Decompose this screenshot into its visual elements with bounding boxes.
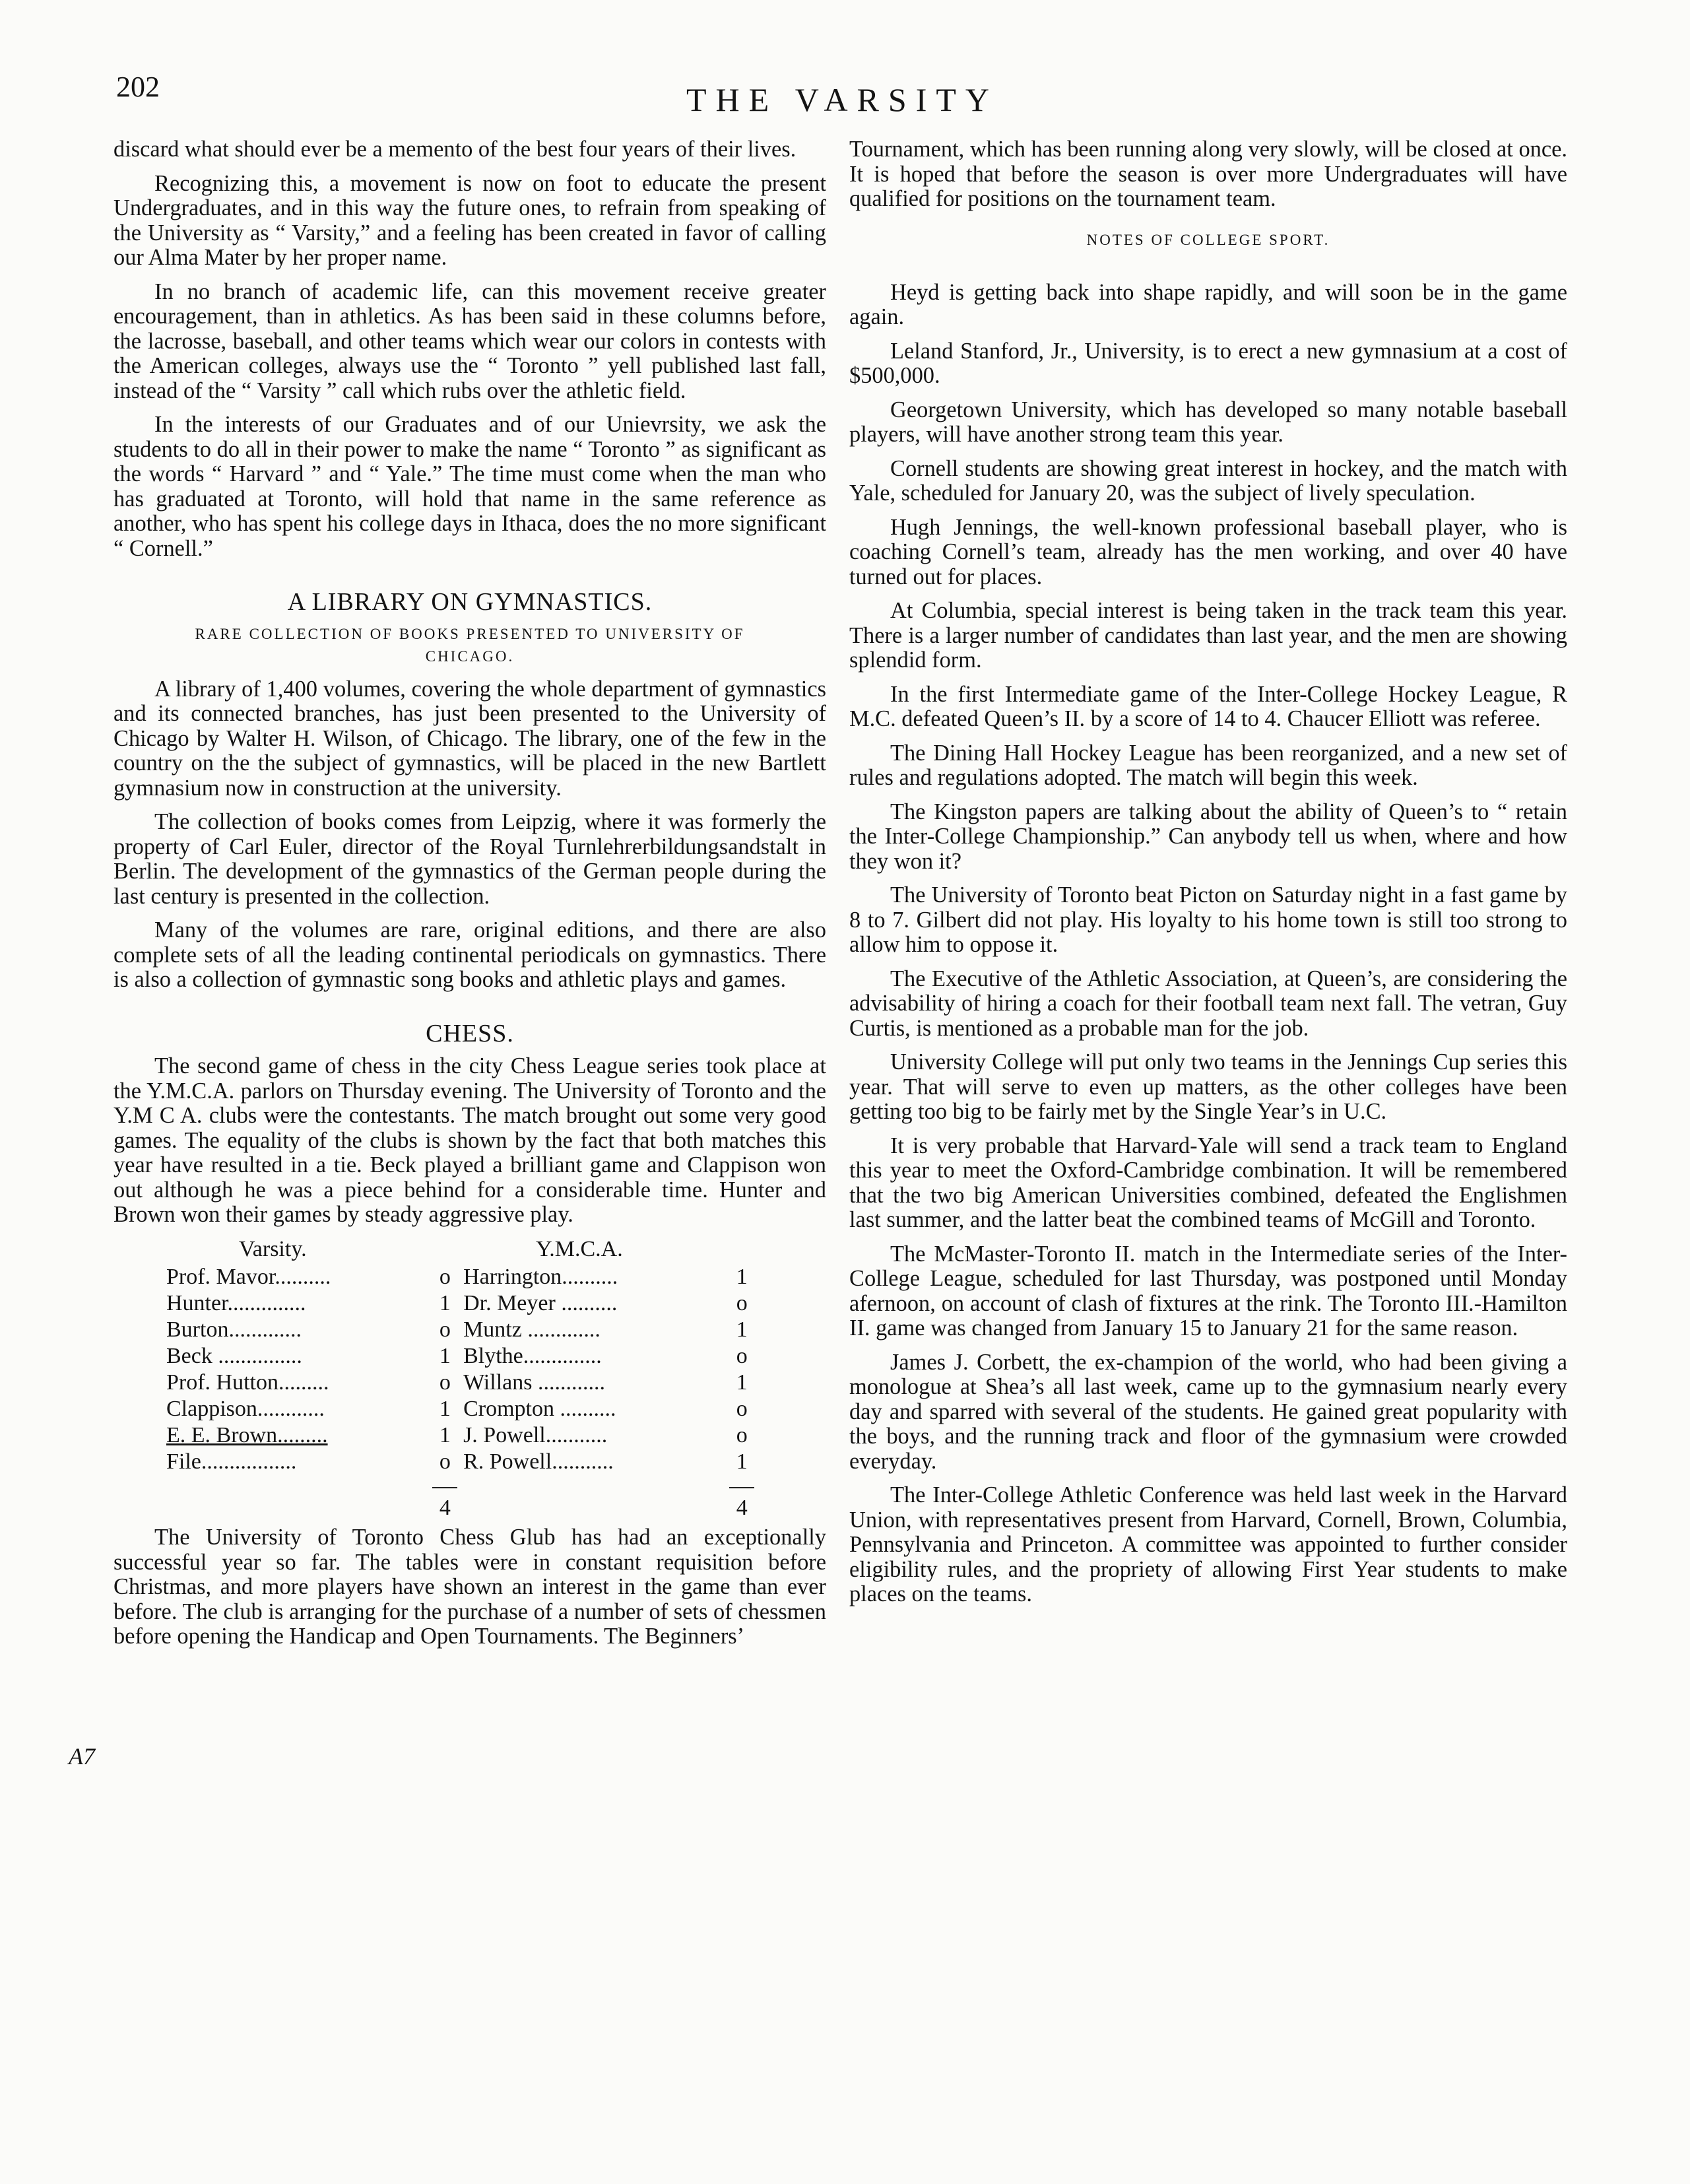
handwritten-margin-note: A7 bbox=[69, 1743, 95, 1770]
running-head: THE VARSITY bbox=[686, 81, 999, 118]
paragraph: University College will put only two teams in the Jennings Cup series this year. That will serve to even up matters, as the other colleges have been getting too big to be fairly met by the Single Year’s in U.C. bbox=[849, 1049, 1567, 1124]
paragraph: The University of Toronto Chess Glub has had an exceptionally successful year so far. The tables were in constant requisition before Christmas, and more players have shown an interest in the game than ever before. The club is arranging for the purchase of a number of sets of chessmen before opening the Handicap and Open Tournaments. The Beginners’ bbox=[114, 1525, 826, 1649]
varsity-points: o bbox=[439, 1449, 451, 1474]
paragraph: In the first Intermediate game of the Inter-College Hockey League, R M.C. defeated Queen’s II. by a score of 14 to 4. Chaucer Elliott was referee. bbox=[849, 681, 1567, 731]
paragraph: The Kingston papers are talking about the ability of Queen’s to “ retain the Inter-College Championship.” Can anybody tell us when, where and how they won it? bbox=[849, 799, 1567, 874]
ymca-player: Crompton .......... bbox=[463, 1397, 616, 1421]
paragraph: The Dining Hall Hockey League has been reorganized, and a new set of rules and regulations adopted. The match will begin this week. bbox=[849, 740, 1567, 790]
paragraph: The collection of books comes from Leipzig, where it was formerly the property of Carl Euler, director of the Royal Turnlehrerbildungsandstalt in Berlin. The development of the gymnastics of the German people during the last century is presented in the collection. bbox=[114, 809, 826, 909]
varsity-player: Prof. Mavor.......... bbox=[166, 1265, 331, 1289]
varsity-points: o bbox=[439, 1317, 451, 1342]
ymca-player: Muntz ............. bbox=[463, 1317, 601, 1342]
ymca-player: Dr. Meyer .......... bbox=[463, 1291, 618, 1315]
table-row bbox=[166, 1396, 760, 1422]
ymca-player: R. Powell........... bbox=[463, 1449, 614, 1474]
page-number: 202 bbox=[116, 71, 160, 103]
paragraph: James J. Corbett, the ex-champion of the world, who had been giving a monologue at Shea’s all last week, came up to the gymnasium nearly every day and sparred with several of the students. He gained great popularity with the boys, and the running track and floor of the gymnasium were crowded everyday. bbox=[849, 1349, 1567, 1474]
table-row bbox=[166, 1370, 760, 1396]
paragraph: A library of 1,400 volumes, covering the whole department of gymnastics and its connected branches, has just been presented to the University of Chicago by Walter H. Wilson, of Chicago. The library, one of the few in the country on the the subject of gymnastics, will be placed in the new Bartlett gymnasium now in construction at the university. bbox=[114, 676, 826, 801]
varsity-player: Clappison............ bbox=[166, 1397, 325, 1421]
ymca-player: J. Powell........... bbox=[463, 1423, 608, 1447]
ymca-points: 1 bbox=[736, 1370, 748, 1395]
paragraph: The McMaster-Toronto II. match in the Intermediate series of the Inter-College League, scheduled for last Thursday, was postponed until Monday afernoon, on account of clash of fixtures at the rink. The Toronto III.-Hamilton II. game was changed from January 15 to January 21 for the same reason. bbox=[849, 1241, 1567, 1340]
ymca-points: 1 bbox=[736, 1449, 748, 1474]
paragraph: Leland Stanford, Jr., University, is to erect a new gymnasium at a cost of $500,000. bbox=[849, 338, 1567, 388]
paragraph: Many of the volumes are rare, original editions, and there are also complete sets of all the leading continental periodicals on gymnastics. There is also a collection of gymnastic song books and athletic plays and games. bbox=[114, 917, 826, 992]
paragraph: The Executive of the Athletic Association, at Queen’s, are considering the advisability of hiring a coach for their football team next fall. The vetran, Guy Curtis, is mentioned as a probable man for the job. bbox=[849, 966, 1567, 1041]
paragraph: In no branch of academic life, can this movement receive greater encouragement, than in athletics. As has been said in these columns before, the lacrosse, baseball, and other teams which wear our colors in contests with the American colleges, always use the “ Toronto ” yell published last fall, instead of the “ Varsity ” call which rubs over the athletic field. bbox=[114, 279, 826, 403]
ymca-points: o bbox=[736, 1423, 748, 1447]
ymca-player: Blythe.............. bbox=[463, 1344, 602, 1368]
varsity-player: Beck ............... bbox=[166, 1344, 302, 1368]
library-subheading: RARE COLLECTION OF BOOKS PRESENTED TO UNIVERSITY OF CHICAGO. bbox=[195, 625, 745, 665]
paragraph: Cornell students are showing great interest in hockey, and the match with Yale, scheduled for January 20, was the subject of lively speculation. bbox=[849, 455, 1567, 506]
library-heading: A LIBRARY ON GYMNASTICS. bbox=[287, 588, 653, 616]
paragraph: The University of Toronto beat Picton on Saturday night in a fast game by 8 to 7. Gilbert did not play. His loyalty to his home town is still too strong to allow him to oppose it. bbox=[849, 882, 1567, 957]
ymca-total: 4 bbox=[736, 1496, 748, 1520]
varsity-points: 1 bbox=[439, 1344, 451, 1368]
ymca-points: o bbox=[736, 1344, 748, 1368]
total-rule bbox=[432, 1487, 457, 1488]
varsity-points: o bbox=[439, 1265, 451, 1289]
table-row bbox=[166, 1264, 760, 1290]
paragraph: In the interests of our Graduates and of our Unievrsity, we ask the students to do all in their power to make the name “ Toronto ” as significant as the words “ Harvard ” and “ Yale.” The time must come when the man who has graduated at Toronto, will hold that name in the same reference as another, who has spent his college days in Ithaca, does the no more significant “ Cornell.” bbox=[114, 412, 826, 561]
paragraph: discard what should ever be a memento of the best four years of their lives. bbox=[114, 137, 796, 162]
ymca-points: 1 bbox=[736, 1317, 748, 1342]
varsity-points: o bbox=[439, 1370, 451, 1395]
varsity-points: 1 bbox=[439, 1291, 451, 1315]
ymca-points: 1 bbox=[736, 1265, 748, 1289]
chess-heading: CHESS. bbox=[426, 1019, 514, 1047]
ymca-player: Willans ............ bbox=[463, 1370, 605, 1395]
right-column bbox=[849, 137, 1567, 1616]
chess-score-table bbox=[166, 1237, 760, 1522]
varsity-player: Hunter.............. bbox=[166, 1291, 306, 1315]
totals-row bbox=[166, 1475, 760, 1521]
paragraph: Georgetown University, which has developed so many notable baseball players, will have another strong team this year. bbox=[849, 397, 1567, 447]
left-column bbox=[114, 137, 826, 1659]
varsity-points: 1 bbox=[439, 1423, 451, 1447]
paragraph: It is very probable that Harvard-Yale will send a track team to England this year to meet the Oxford-Cambridge combination. It will be remembered that the two big American Universities combined, defeated the Englishmen last summer, and the latter beat the combined teams of McGill and Toronto. bbox=[849, 1133, 1567, 1232]
paragraph: Hugh Jennings, the well-known professional baseball player, who is coaching Cornell’s team, already has the men working, and over 40 have turned out for places. bbox=[849, 514, 1567, 589]
paragraph: Heyd is getting back into shape rapidly, and will soon be in the game again. bbox=[849, 279, 1567, 329]
table-row bbox=[166, 1317, 760, 1343]
varsity-player: Prof. Hutton......... bbox=[166, 1370, 329, 1395]
varsity-header: Varsity. bbox=[239, 1236, 307, 1261]
paragraph: The second game of chess in the city Chess League series took place at the Y.M.C.A. parlors on Thursday evening. The University of Toronto and the Y.M C A. clubs were the contestants. The match brought out some very good games. The equality of the clubs is shown by the fact that both matches this year have resulted in a tie. Beck played a brilliant game and Clappison won out although he was a piece behind for a considerable time. Hunter and Brown won their games by steady aggressive play. bbox=[114, 1053, 826, 1227]
ymca-header: Y.M.C.A. bbox=[536, 1236, 623, 1261]
table-row bbox=[166, 1449, 760, 1475]
table-row bbox=[166, 1343, 760, 1370]
ymca-points: o bbox=[736, 1397, 748, 1421]
paragraph: The Inter-College Athletic Conference was held last week in the Harvard Union, with representatives present from Harvard, Cornell, Brown, Columbia, Pennsylvania and Princeton. A committee was appointed to further consider eligibility rules, and the propriety of allowing First Year students to make places on the teams. bbox=[849, 1482, 1567, 1606]
varsity-player: File................. bbox=[166, 1449, 297, 1474]
paragraph: Tournament, which has been running along very slowly, will be closed at once. It is hoped that before the season is over more Undergraduates will have qualified for positions on the tournament team. bbox=[849, 137, 1567, 211]
table-row bbox=[166, 1290, 760, 1317]
varsity-player: E. E. Brown......... bbox=[166, 1423, 328, 1447]
table-row bbox=[166, 1422, 760, 1449]
varsity-total: 4 bbox=[439, 1496, 451, 1520]
paragraph: Recognizing this, a movement is now on foot to educate the present Undergraduates, and in this way the future ones, to refrain from speaking of the University as “ Varsity,” and a feeling has been created in favor of calling our Alma Mater by her proper name. bbox=[114, 170, 826, 270]
sport-notes-heading: NOTES OF COLLEGE SPORT. bbox=[1086, 231, 1330, 248]
ymca-points: o bbox=[736, 1291, 748, 1315]
varsity-player: Burton............. bbox=[166, 1317, 302, 1342]
varsity-points: 1 bbox=[439, 1397, 451, 1421]
ymca-player: Harrington.......... bbox=[463, 1265, 618, 1289]
total-rule bbox=[729, 1487, 754, 1488]
paragraph: At Columbia, special interest is being taken in the track team this year. There is a larger number of candidates than last year, and the men are showing splendid form. bbox=[849, 598, 1567, 673]
